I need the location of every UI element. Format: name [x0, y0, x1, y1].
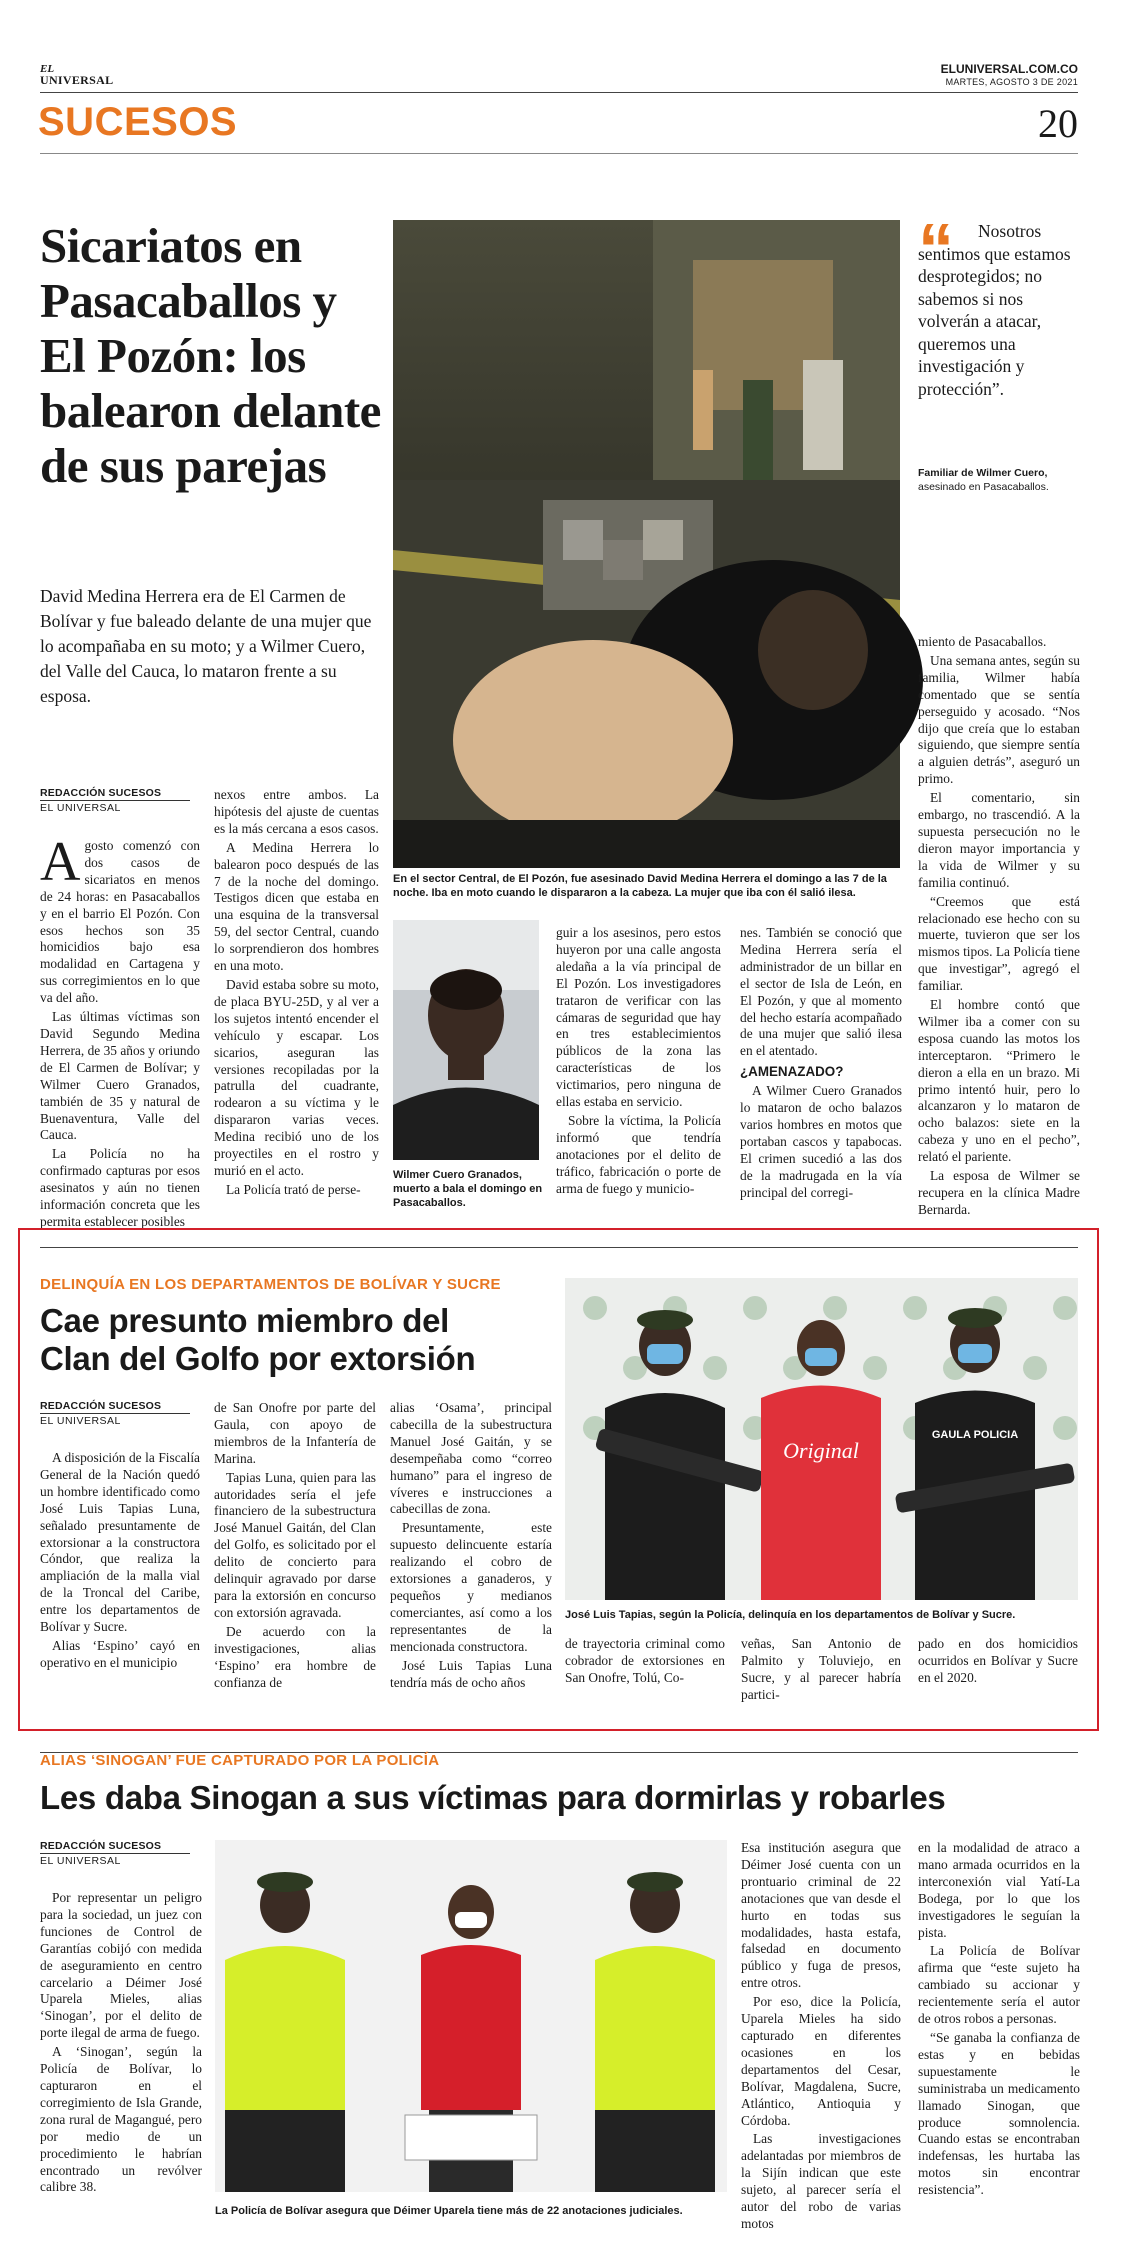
- quote-attrib-desc: asesinado en Pasacaballos.: [918, 481, 1049, 493]
- paragraph: Sobre la víctima, la Policía informó que tendría anotaciones por el delito de tráfico, fabricación o porte de arma de fuego y municio-: [556, 1112, 721, 1196]
- story1-col2: [214, 787, 379, 1218]
- story2-headline-line1: Cae presunto miembro del: [40, 1302, 450, 1339]
- story3-photo: [215, 1840, 727, 2192]
- paragraph: “Creemos que está relacionado ese hecho con su muerte, tuvieron que ser los mismos tipos. La Policía tiene que investigar”, agregó el familiar.: [918, 893, 1080, 994]
- story2-photo: [565, 1278, 1078, 1600]
- paragraph: de trayectoria criminal como cobrador de extorsiones en San Onofre, Tolú, Co-: [565, 1636, 725, 1685]
- paragraph: Tapias Luna, quien para las autoridades sería el jefe financiero de la subestructura José Manuel Gaitán, del Clan del Golfo, es solicitado por el delito de concierto para delinquir agravado por darse para la extorsión en concurso con extorsión agravada.: [214, 1469, 376, 1620]
- paragraph: Alias ‘Espino’ cayó en operativo en el municipio: [40, 1637, 200, 1670]
- paragraph: gosto comenzó con dos casos de sicariatos en menos de 24 horas: en Pasacaballos y en el barrio El Pozón. Con esos hechos son 35 homicidios bajo esa modalidad en Cartagena y sus corregimientos en lo que va del año.: [40, 838, 200, 1006]
- section-rule: [40, 153, 1078, 154]
- paragraph: pado en dos homicidios ocurridos en Bolívar y Sucre en el 2020.: [918, 1636, 1078, 1685]
- story1-quote: Nosotros sentimos que estamos desprotegidos; no sabemos si nos volverán a atacar, queremos una investigación y protección”.: [918, 221, 1071, 399]
- paragraph: de San Onofre por parte del Gaula, con apoyo de miembros de la Infantería de Marina.: [214, 1400, 376, 1466]
- byline-org: EL UNIVERSAL: [40, 1853, 190, 1868]
- shirt-text: Original: [783, 1438, 859, 1463]
- paragraph: Las últimas víctimas son David Segundo Medina Herrera, de 35 años y oriundo de El Carmen de Bolívar; y Wilmer Cuero Granados, también de 35 y natural de Buenaventura, Valle del Cauca.: [40, 1009, 200, 1143]
- paragraph: guir a los asesinos, pero estos huyeron por una calle angosta aledaña a la vía principal de El Pozón. Los investigadores trataron de verificar con las cámaras de seguridad que hay en tres establecimientos públicos de la zona las características de los victimarios, pero ninguna de ellas estaba en servicio.: [556, 925, 721, 1110]
- paragraph: Las investigaciones adelantadas por miembros de la Sijín indican que este sujeto, al parecer sería el autor del robo de varias motos: [741, 2131, 901, 2231]
- story2-photo-caption: José Luis Tapias, según la Policía, delinquía en los departamentos de Bolívar y Sucre.: [565, 1609, 1016, 1621]
- paragraph: alias ‘Osama’, principal cabecilla de la subestructura Manuel José Gaitán, y se desempeñaba como “correo humano” para el ingreso de víveres e instrucciones a cabecillas de zona.: [390, 1400, 552, 1517]
- story2-byline: [40, 1400, 190, 1428]
- paragraph: Esa institución asegura que Déimer José cuenta con un prontuario criminal de 22 anotaciones que van desde el hurto en todas sus modalidades, hasta estafa, falsedad en documento público y fuga de presos, entre otros.: [741, 1840, 901, 1991]
- paragraph: La Policía no ha confirmado capturas por esos asesinatos y aún no tienen información concreta que les permita establecer posibles: [40, 1146, 200, 1229]
- paragraph: Por representar un peligro para la sociedad, un juez con funciones de Control de Garantías cobijó con medida de aseguramiento en centro carcelario a Déimer José Uparela Mieles, alias ‘Sinogan’, por el delito de porte ilegal de arma de fuego.: [40, 1890, 202, 2041]
- portrait-photo: [393, 920, 539, 1160]
- logo-bottom: UNIVERSAL: [40, 73, 114, 87]
- logo-top: EL: [40, 63, 55, 75]
- story2-kicker: DELINQUÍA EN LOS DEPARTAMENTOS DE BOLÍVAR Y SUCRE: [40, 1276, 501, 1293]
- site-url: ELUNIVERSAL.COM.CO: [940, 62, 1078, 76]
- story3-headline: Les daba Sinogan a sus víctimas para dormirlas y robarles: [40, 1779, 946, 1816]
- story3-kicker: ALIAS ‘SINOGAN’ FUE CAPTURADO POR LA POLICÍA: [40, 1752, 440, 1769]
- dropcap: A: [40, 831, 81, 893]
- story2-col6: [918, 1636, 1078, 1722]
- paragraph: De acuerdo con la investigaciones, alias ‘Espino’ era hombre de confianza de: [214, 1623, 376, 1690]
- masthead-rule: [40, 92, 1078, 93]
- byline-name: REDACCIÓN SUCESOS: [40, 787, 162, 799]
- paragraph: “Se ganaba la confianza de estas y en bebidas supuestamente le suministraba un medicamento llamado Sinogan, que produce somnolencia. Cuando estas se encontraban indefensas, les hurtaba las motos sin encontrar resistencia”.: [918, 2029, 1080, 2198]
- paragraph: A Wilmer Cuero Granados lo mataron de ocho balazos varios hombres en motos que portaban cascos y tapabocas. El crimen sucedió a las dos de la madrugada en la vía principal del corregi-: [740, 1083, 902, 1200]
- story2-col2: [214, 1400, 376, 1720]
- story1-deck: David Medina Herrera era de El Carmen de Bolívar y fue baleado delante de una mujer que lo acompañaba en su moto; y a Wilmer Cuero, del Valle del Cauca, lo mataron frente a su esposa.: [40, 586, 372, 706]
- paragraph: El comentario, sin embargo, no trascendió. A la supuesta persecución no le dieron mayor importancia y la vida de Wilmer y su familia continuó.: [918, 790, 1080, 890]
- portrait-caption: Wilmer Cuero Granados, muerto a bala el domingo en Pasacaballos.: [393, 1169, 543, 1209]
- story3-col3: [918, 1840, 1080, 2230]
- story1-col1: [40, 831, 200, 1229]
- paragraph: El hombre contó que Wilmer iba a comer con su esposa cuando las motos los interceptaron. “Primero le dieron a ella en un brazo. Mi primo intentó huir, pero lo alcanzaron y lo mataron de ocho balazos: siete en la cabeza y uno en el pecho”, relató el pariente.: [918, 997, 1080, 1165]
- byline-name: REDACCIÓN SUCESOS: [40, 1840, 162, 1852]
- page-number: 20: [1038, 101, 1078, 146]
- story1-headline: Sicariatos en Pasacaballos y El Pozón: los balearon delante de sus parejas: [40, 218, 381, 493]
- paragraph: José Luis Tapias Luna tendría más de ocho años: [390, 1657, 552, 1690]
- story2-top-rule: [40, 1247, 1078, 1248]
- paragraph: Una semana antes, según su familia, Wilmer había comentado que se sentía perseguido y acosado. “Nos dijo que creía que lo estaban siguiendo, que siempre sentía a alguien detrás”, aseguró un primo.: [918, 652, 1080, 787]
- story3-photo-caption: La Policía de Bolívar asegura que Déimer Uparela tiene más de 22 anotaciones judiciales.: [215, 2205, 683, 2217]
- byline-name: REDACCIÓN SUCESOS: [40, 1400, 162, 1412]
- paragraph: David estaba sobre su moto, de placa BYU-25D, y al ver a los sujetos intentó encender el vehículo y escapar. Los sicarios, aseguran las versiones recopiladas por la patrulla del cuadrante, rodearon a su víctima y le dispararon varias veces. Medina recibió uno de los proyectiles en el rostro y murió en el acto.: [214, 976, 379, 1178]
- story2-col5: [741, 1636, 901, 1722]
- paragraph: A ‘Sinogan’, según la Policía de Bolívar, lo capturaron en el corregimiento de Isla Grande, zona rural de Magangué, pero por medio de un procedimiento le habrían encontrado un revólver calibre 38.: [40, 2044, 202, 2195]
- paragraph: La esposa de Wilmer se recupera en la clínica Madre Bernarda.: [918, 1168, 1080, 1217]
- paragraph: veñas, San Antonio de Palmito y Toluviejo, en Sucre, y al parecer habría partici-: [741, 1636, 901, 1702]
- paragraph: miento de Pasacaballos.: [918, 634, 1047, 649]
- story3-col2: [741, 1840, 901, 2230]
- paragraph: La Policía trató de perse-: [226, 1181, 361, 1197]
- quote-attribution: [918, 466, 1083, 494]
- paragraph: La Policía de Bolívar afirma que “este sujeto ha cambiado su accionar y recientemente sería el autor de otros robos a personas.: [918, 1943, 1080, 2027]
- story3-byline: [40, 1840, 190, 1868]
- story1-col5: [918, 634, 1080, 1220]
- story1-byline: [40, 787, 190, 815]
- quote-attrib-name: Familiar de Wilmer Cuero,: [918, 467, 1048, 479]
- story2-col1: [40, 1450, 200, 1720]
- paragraph: en la modalidad de atraco a mano armada ocurridos en la interconexión vial Yatí-La Bodega, por lo que los investigadores le seguían la pista.: [918, 1840, 1080, 1940]
- story2-col3: [390, 1400, 552, 1720]
- story2-headline-line2: Clan del Golfo por extorsión: [40, 1340, 476, 1377]
- story1-photo-caption: En el sector Central, de El Pozón, fue asesinado David Medina Herrera el domingo a las 7 de la noche. Iba en moto cuando le dispararon a la cabeza. La mujer que iba con él salió ilesa.: [393, 873, 887, 899]
- quote-mark-icon: “: [918, 210, 954, 290]
- story2-col4: [565, 1636, 725, 1722]
- section-title: SUCESOS: [38, 100, 238, 144]
- paragraph: A disposición de la Fiscalía General de la Nación quedó un hombre identificado como José Luis Tapias Luna, señalado presuntamente de extorsionar a la constructora Cóndor, que realiza la ampliación de la malla vial de la Troncal del Caribe, entre los departamentos de Bolívar y Sucre.: [40, 1450, 200, 1635]
- story1-main-photo: [393, 220, 900, 868]
- byline-org: EL UNIVERSAL: [40, 800, 190, 815]
- masthead-logo: [40, 64, 113, 86]
- vest-text: GAULA POLICIA: [931, 1429, 1019, 1441]
- subheading: ¿AMENAZADO?: [740, 1064, 844, 1080]
- story3-col1: [40, 1890, 202, 2230]
- story1-col4: [740, 925, 902, 1220]
- byline-org: EL UNIVERSAL: [40, 1413, 190, 1428]
- paragraph: Presuntamente, este supuesto delincuente estaría realizando el cobro de extorsiones a ganaderos, y pequeños y medianos comerciantes, así como a los representantes de la mencionada constructora.: [390, 1520, 552, 1654]
- paragraph: nes. También se conoció que Medina Herrera sería el administrador de un billar en el sector de Isla de León, en El Pozón, y que al momento del hecho estaría acompañado de una mujer que salió ilesa en el atentado.: [740, 925, 902, 1059]
- story1-col3: [556, 925, 721, 1220]
- story2-headline: [40, 1302, 475, 1378]
- paragraph: Por eso, dice la Policía, Uparela Mieles ha sido capturado en diferentes ocasiones en los departamentos del Cesar, Bolívar, Magdalena, Sucre, Atlántico, Antioquia y Córdoba.: [741, 1994, 901, 2128]
- paragraph: nexos entre ambos. La hipótesis del ajuste de cuentas es la más cercana a esos casos.: [214, 787, 379, 836]
- paragraph: A Medina Herrera lo balearon poco después de las 7 de la noche del domingo. Testigos dicen que estaba en una esquina de la transversal 59, del sector Central, cuando lo sorprendieron dos hombres en una moto.: [214, 839, 379, 974]
- edition-date: MARTES, AGOSTO 3 DE 2021: [945, 77, 1078, 87]
